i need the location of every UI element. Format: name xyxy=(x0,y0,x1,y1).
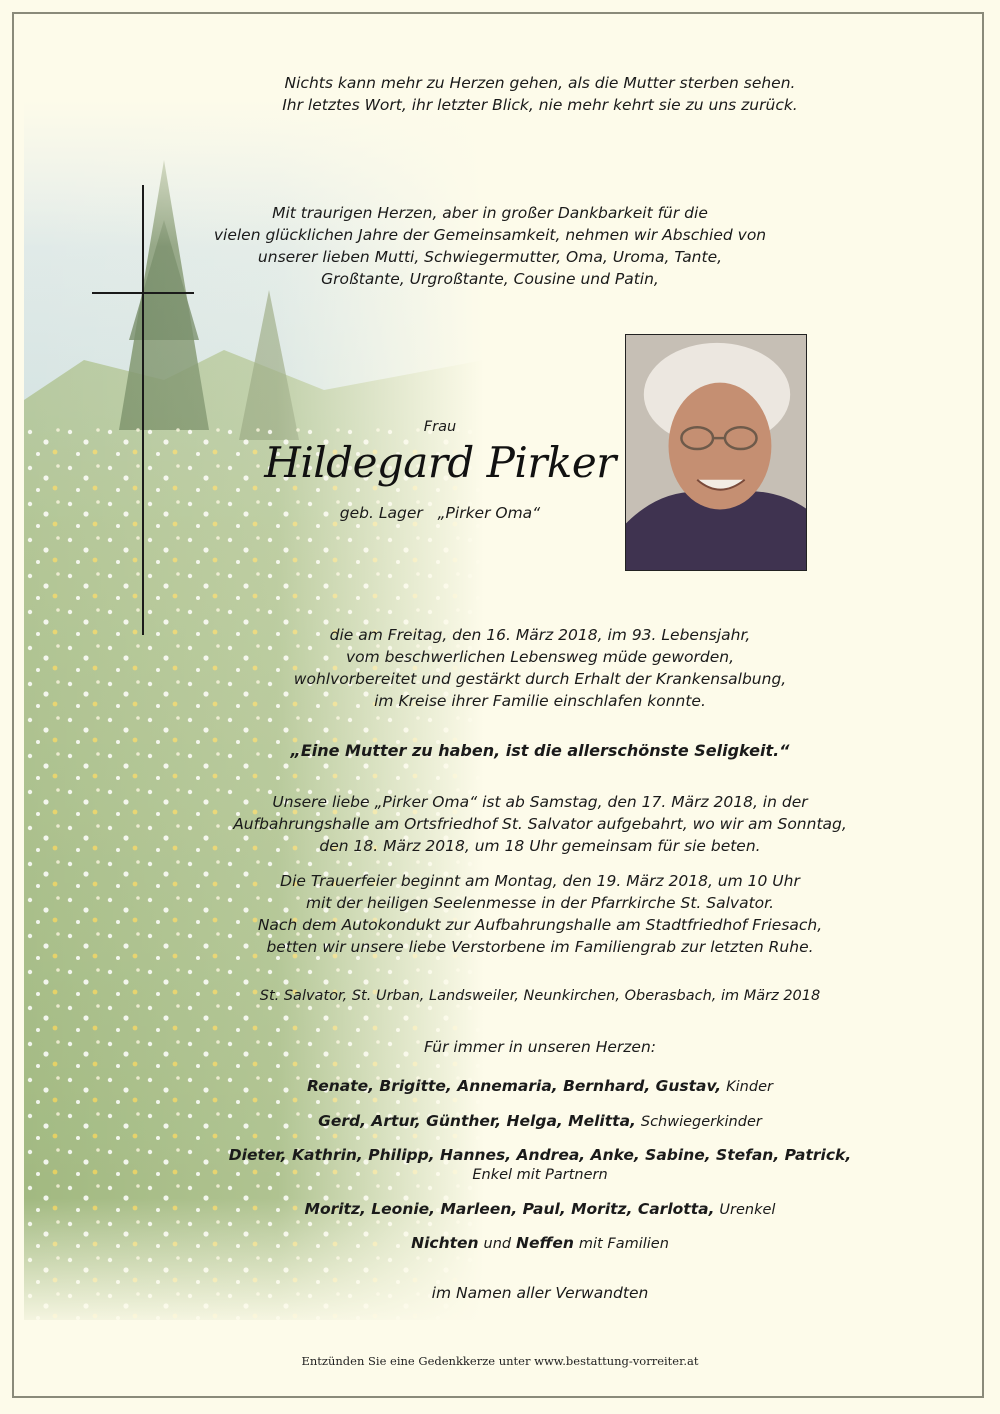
deceased-birth-info xyxy=(240,502,640,524)
motto-verse: Nichts kann mehr zu Herzen gehen, als die Mutter sterben sehen. Ihr letztes Wort, ihr letzter Blick, nie mehr kehrt sie zu uns zurück. xyxy=(282,74,798,114)
footer-candle-link[interactable]: Entzünden Sie eine Gedenkkerze unter www.bestattung-vorreiter.at xyxy=(301,1354,699,1368)
intro-text: Mit traurigen Herzen, aber in großer Dankbarkeit für die vielen glücklichen Jahre der Gemeinsamkeit, nehmen wir Abschied von unserer lieben Mutti, Schwiegermutter, Oma, Uroma, Tante, Großtante, Urgroßtante, Cousine und Patin, xyxy=(213,204,767,288)
nickname: „Pirker Oma“ xyxy=(437,504,541,522)
family-grandchildren: Dieter, Kathrin, Philipp, Hannes, Andrea, Anke, Sabine, Stefan, Patrick, Enkel mit Partnern xyxy=(228,1146,852,1183)
places-date: St. Salvator, St. Urban, Landsweiler, Neunkirchen, Oberasbach, im März 2018 xyxy=(259,988,821,1004)
deceased-name: Hildegard Pirker xyxy=(264,438,616,487)
portrait-photo xyxy=(625,334,807,571)
viewing-info: Unsere liebe „Pirker Oma“ ist ab Samstag, den 17. März 2018, in der Aufbahrungshalle am Ortsfriedhof St. Salvator aufgebahrt, wo wir am Sonntag, den 18. März 2018, um 18 Uhr gemeinsam für sie beten. xyxy=(233,793,847,855)
birth-name: geb. Lager xyxy=(339,504,423,522)
forever-line: Für immer in unseren Herzen: xyxy=(423,1038,656,1056)
family-greatgrandchildren: Moritz, Leonie, Marleen, Paul, Moritz, Carlotta, Urenkel xyxy=(304,1200,776,1218)
cross-horizontal-bar xyxy=(92,292,194,294)
quote: „Eine Mutter zu haben, ist die allerschönste Seligkeit.“ xyxy=(290,741,790,760)
deceased-title: Frau xyxy=(423,419,457,435)
family-inlaws: Gerd, Artur, Günther, Helga, Melitta, Schwiegerkinder xyxy=(318,1112,762,1130)
family-children: Renate, Brigitte, Annemaria, Bernhard, Gustav, Kinder xyxy=(307,1077,773,1095)
family-nieces-nephews: Nichten und Neffen mit Familien xyxy=(411,1234,669,1252)
funeral-info: Die Trauerfeier beginnt am Montag, den 19. März 2018, um 10 Uhr mit der heiligen Seelenmesse in der Pfarrkirche St. Salvator. Nach dem Autokondukt zur Aufbahrungshalle am Stadtfriedhof Friesach, betten wir unsere liebe Verstorbene im Familiengrab zur letzten Ruhe. xyxy=(257,872,823,956)
closing-line: im Namen aller Verwandten xyxy=(431,1284,649,1302)
death-notice: die am Freitag, den 16. März 2018, im 93. Lebensjahr, vom beschwerlichen Lebensweg müde geworden, wohlvorbereitet und gestärkt durch Erhalt der Krankensalbung, im Kreise ihrer Familie einschlafen konnte. xyxy=(293,626,787,710)
